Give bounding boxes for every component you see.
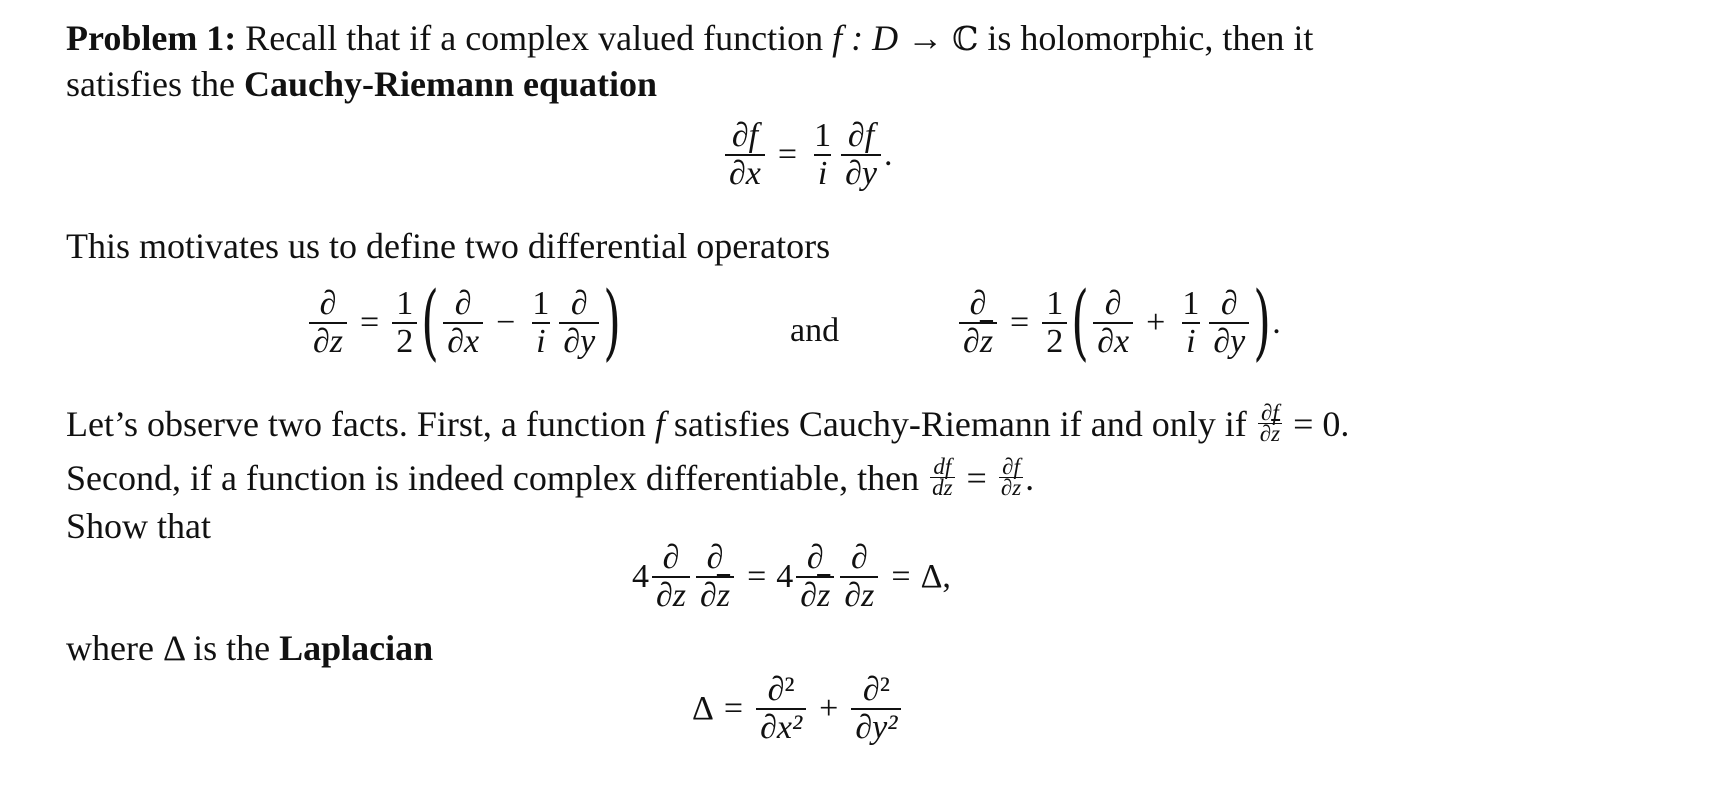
problem-label: Problem 1: bbox=[66, 18, 237, 58]
fraction-df-dy: $\frac{\partial f}{\partial y}$ bbox=[841, 118, 881, 192]
and-word: and bbox=[790, 312, 840, 349]
motivation-line: This motivates us to define two differential operators bbox=[66, 226, 831, 266]
where-line: where Δ is the Laplacian bbox=[66, 628, 434, 668]
domain-map: : D → bbox=[842, 18, 953, 58]
facts-line-2: Second, if a function is indeed complex differentiable, then $\frac{df}{dz}$ = $\frac{\partial f}{\partial z}$ . bbox=[66, 454, 1035, 501]
laplacian-term: Laplacian bbox=[279, 628, 434, 668]
function-symbol: f bbox=[832, 18, 843, 58]
line2-text: satisfies the bbox=[66, 64, 244, 104]
inline-fraction-df-dz: $\frac{df}{dz}$ bbox=[932, 454, 953, 501]
show-that-line: Show that bbox=[66, 506, 212, 546]
operator-d-dzbar: $\frac{\partial}{\partial\overline{z}}$ = $\frac{1}{2}$ ( $\frac{\partial}{\partial x}$ + $\frac{1}{i}$ $\frac{\partial}{\partial y}$ ) . bbox=[956, 282, 1281, 364]
cauchy-riemann-line bbox=[66, 62, 657, 106]
cauchy-riemann-equation: $\frac{\partial f}{\partial x}$ = $\frac{1}{i}$ $\frac{\partial f}{\partial y}$ . bbox=[722, 118, 893, 192]
problem-intro-line bbox=[66, 16, 1313, 61]
cauchy-riemann-term: Cauchy-Riemann equation bbox=[243, 64, 658, 104]
laplacian-definition: Δ = $\frac{\text{∂²}}{\text{∂x²}}$ + $\frac{\text{∂²}}{\text{∂y²}}$ bbox=[692, 672, 904, 746]
fraction-df-dx: $\frac{\partial f}{\partial x}$ bbox=[725, 118, 765, 192]
operator-d-dz: $\frac{\partial}{\partial z}$ = $\frac{1}{2}$ ( $\frac{\partial}{\partial x}$ − $\frac{1}{i}$ $\frac{\partial}{\partial y}$ ) bbox=[306, 282, 622, 364]
facts-line-1: Let’s observe two facts. First, a function f satisfies Cauchy-Riemann if and only if $\frac{\partial f}{\partial\overline{z}}$ = 0. bbox=[66, 400, 1350, 447]
inline-fraction-partial-df-dz: $\frac{\partial f}{\partial z}$ bbox=[1000, 454, 1022, 501]
intro-tail: is holomorphic, then it bbox=[978, 18, 1314, 58]
intro-text: Recall that if a complex valued function bbox=[236, 18, 833, 58]
laplacian-identity-equation: 4 $\frac{\partial}{\partial z}$ $\frac{\partial}{\partial\overline{z}}$ = 4 $\frac{\partial}{\partial\overline{z}}$ $\frac{\partial}{\partial z}$ = Δ, bbox=[632, 539, 951, 614]
fraction-one-over-i: $\frac{1}{i}$ bbox=[814, 117, 832, 192]
complex-plane-symbol: ℂ bbox=[952, 19, 979, 58]
inline-fraction-df-dzbar: $\frac{\partial f}{\partial\overline{z}}$ bbox=[1259, 400, 1281, 447]
